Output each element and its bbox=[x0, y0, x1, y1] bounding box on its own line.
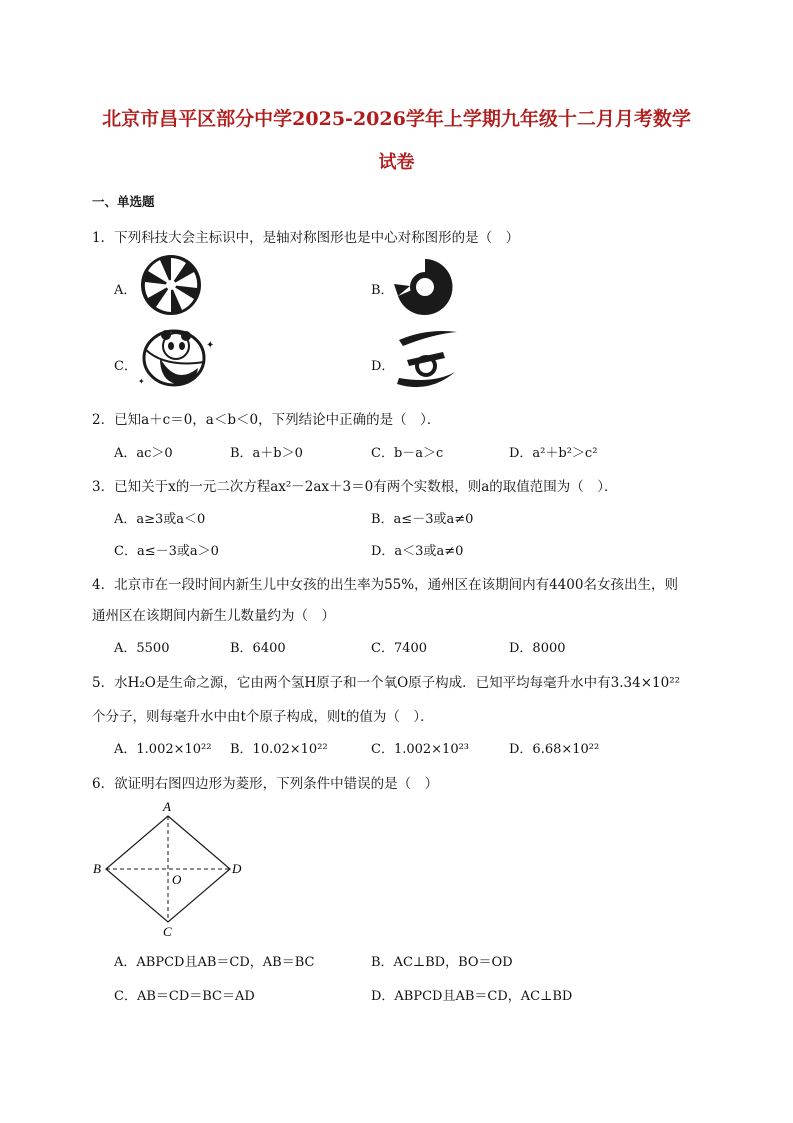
q1-option-b-label: B． bbox=[371, 283, 394, 298]
q4-option-b: B．6400 bbox=[230, 641, 286, 656]
q1-option-c-label: C． bbox=[114, 359, 137, 374]
hexagonal-spiral-logo-icon bbox=[136, 254, 206, 316]
question-1-stem: 1．下列科技大会主标识中，是轴对称图形也是中心对称图形的是（ ） bbox=[92, 230, 520, 246]
vertex-label-b: B bbox=[93, 861, 101, 876]
question-2-stem: 2．已知a＋c＝0，a＜b＜0，下列结论中正确的是（ ）． bbox=[92, 412, 441, 428]
q6-option-d: D．ABPCD且AB＝CD，AC⊥BD bbox=[371, 989, 573, 1004]
q2-option-d: D．a²＋b²＞c² bbox=[509, 446, 598, 461]
vertex-label-d: D bbox=[232, 861, 242, 876]
panda-astronaut-logo-icon bbox=[136, 328, 216, 390]
q3-option-b: B．a≤－3或a≠0 bbox=[371, 512, 474, 527]
q3-option-c: C．a≤－3或a＞0 bbox=[114, 544, 219, 559]
vertex-label-a: A bbox=[163, 799, 171, 814]
section-heading: 一、单选题 bbox=[92, 194, 155, 209]
question-4-stem-line1: 4．北京市在一段时间内新生儿中女孩的出生率为55%，通州区在该期间内有4400名女孩出生，则 bbox=[92, 577, 678, 593]
q4-option-c: C．7400 bbox=[371, 641, 428, 656]
q6-option-c: C．AB＝CD＝BC＝AD bbox=[114, 989, 255, 1004]
question-3-stem: 3．已知关于x的一元二次方程ax²－2ax＋3＝0有两个实数根，则a的取值范围为（ ）． bbox=[92, 479, 618, 495]
svg-text:✦: ✦ bbox=[206, 340, 215, 351]
center-label-o: O bbox=[172, 872, 182, 887]
q3-option-d: D．a＜3或a≠0 bbox=[371, 544, 464, 559]
q4-option-a: A．5500 bbox=[114, 641, 170, 656]
q6-option-b: B．AC⊥BD，BO＝OD bbox=[371, 955, 513, 970]
question-5-stem-line2: 个分子，则每毫升水中由t个原子构成，则t的值为（ ）． bbox=[92, 709, 434, 725]
question-5-stem-line1: 5．水H₂O是生命之源，它由两个氢H原子和一个氧O原子构成．已知平均每毫升水中有3.34×10²² bbox=[92, 675, 681, 691]
paper-title: 北京市昌平区部分中学2025-2026学年上学期九年级十二月月考数学 bbox=[102, 108, 691, 130]
question-6-stem: 6．欲证明右图四边形为菱形，下列条件中错误的是（ ） bbox=[92, 776, 439, 792]
q2-option-b: B．a＋b＞0 bbox=[230, 446, 303, 461]
rhombus-diagram bbox=[88, 798, 250, 938]
svg-text:✦: ✦ bbox=[138, 377, 145, 386]
spiral-o-logo-icon bbox=[392, 256, 458, 318]
q1-option-a-label: A． bbox=[114, 283, 137, 298]
question-4-stem-line2: 通州区在该期间内新生儿数量约为（ ） bbox=[92, 608, 335, 624]
q5-option-b: B．10.02×10²² bbox=[230, 742, 328, 757]
vertex-label-c: C bbox=[163, 924, 172, 938]
q1-option-d-label: D． bbox=[371, 359, 395, 374]
q6-option-a: A．ABPCD且AB＝CD，AB＝BC bbox=[114, 955, 315, 970]
paper-title-line2: 试卷 bbox=[378, 152, 415, 173]
q2-option-a: A．ac＞0 bbox=[114, 446, 173, 461]
q4-option-d: D．8000 bbox=[509, 641, 566, 656]
q5-option-d: D．6.68×10²² bbox=[509, 742, 600, 757]
q5-option-a: A．1.002×10²² bbox=[114, 742, 212, 757]
q2-option-c: C．b－a＞c bbox=[371, 446, 444, 461]
eye-arc-logo-icon bbox=[393, 328, 463, 392]
q3-option-a: A．a≥3或a＜0 bbox=[114, 512, 206, 527]
q5-option-c: C．1.002×10²³ bbox=[371, 742, 470, 757]
